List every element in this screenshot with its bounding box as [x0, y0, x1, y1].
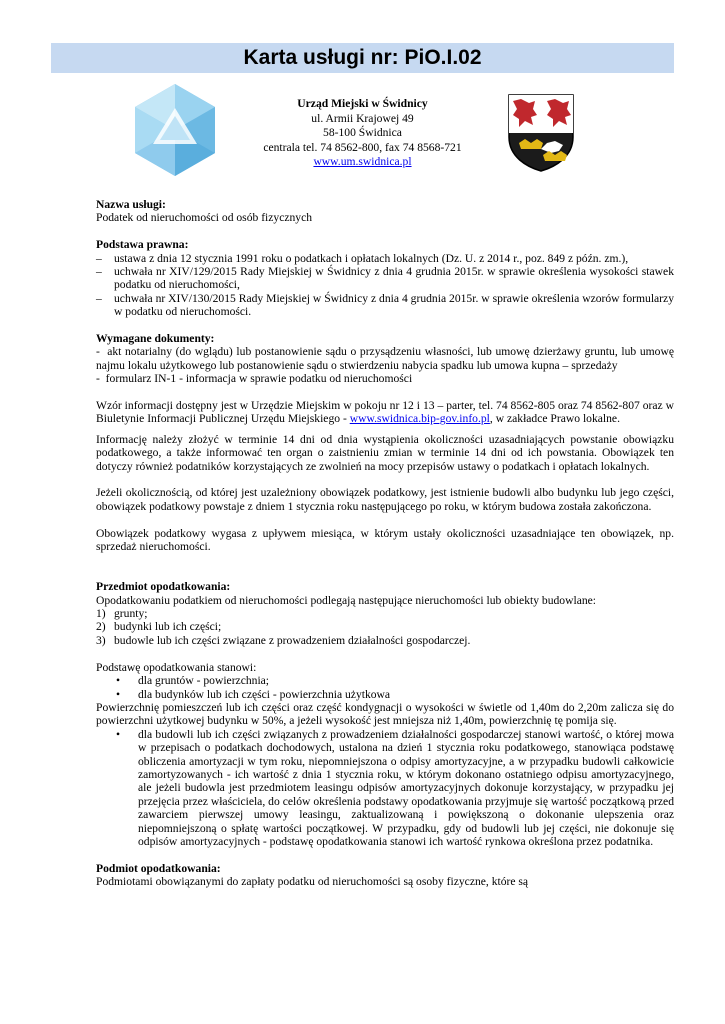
page-title: Karta usługi nr: PiO.I.02: [51, 43, 674, 73]
tax-subject-heading: Przedmiot opodatkowania:: [96, 580, 231, 594]
info-paragraph: Obowiązek podatkowy wygasa z upływem miesiąca, w którym ustały okoliczności uzasadniające ten obowiązek, np. sprzedaż nieruchomości.: [96, 526, 674, 554]
office-address-block: [235, 97, 490, 170]
list-item: • dla budynków lub ich części - powierzchnia użytkowa: [116, 687, 391, 701]
list-item: - akt notarialny (do wglądu) lub postanowienie sądu o przysądzeniu własności, lub umowę dzierżawy gruntu, lub umowę najmu lokalu użytkowego lub postanowienie sądu o stwierdzeniu nabycia spadku lub umowa kupna – sprzedaży: [96, 345, 674, 372]
hexagon-logo-icon: [127, 82, 223, 178]
tax-subject-intro: Opodatkowaniu podatkiem od nieruchomości podlegają następujące nieruchomości lub obiekty budowlane:: [96, 593, 597, 607]
office-website-link[interactable]: www.um.swidnica.pl: [313, 155, 412, 169]
tax-base-note: Powierzchnię pomieszczeń lub ich części oraz część kondygnacji o wysokości w świetle od 1,40m do 2,20m zalicza się do powierzchni użytkowej budynku w 50%, a jeżeli wysokość jest mniejsza niż 1,40m, powierzchnię tę pomija się.: [96, 700, 674, 728]
info-paragraph: Jeżeli okolicznością, od której jest uzależniony obowiązek podatkowy, jest istnienie budowli albo budynku lub jego części, obowiązek podatkowy powstaje z dniem 1 stycznia roku następującego po roku, w którym budowa została zakończona.: [96, 486, 674, 513]
service-name-heading: Nazwa usługi:: [96, 198, 166, 211]
bip-link[interactable]: www.swidnica.bip-gov.info.pl: [349, 412, 490, 426]
required-documents-heading: Wymagane dokumenty:: [96, 332, 215, 346]
info-paragraph: Informację należy złożyć w terminie 14 dni od dnia wystąpienia okoliczności uzasadniających powstanie obowiązku podatkowego, a także informować ten organ o zaistnieniu zmian w terminie 14 dni od ich powstania. Obowiązek ten dotyczy również podatników korzystających ze zwolnień na mocy przepisów ustawy o podatkach i opłatach lokalnych.: [96, 432, 674, 473]
forms-info-paragraph: Wzór informacji dostępny jest w Urzędzie Miejskim w pokoju nr 12 i 13 – parter, tel. 74 8562-805 oraz 74 8562-807 oraz w Biuletynie Informacji Publicznej Urzędu Miejskiego - www.swidnica.bip-gov.info.pl, w zakładce Prawo lokalne.: [96, 399, 674, 426]
service-name-value: Podatek od nieruchomości od osób fizycznych: [96, 211, 313, 225]
list-item: - formularz IN-1 - informacja w sprawie podatku od nieruchomości: [96, 372, 413, 386]
list-item: – ustawa z dnia 12 stycznia 1991 roku o podatkach i opłatach lokalnych (Dz. U. z 2014 r., poz. 849 z późn. zm.),: [96, 251, 629, 265]
taxpayer-text: Podmiotami obowiązanymi do zapłaty podatku od nieruchomości są osoby fizyczne, które są: [96, 875, 529, 889]
list-item: 3) budowle lub ich części związane z prowadzeniem działalności gospodarczej.: [96, 633, 471, 647]
taxpayer-heading: Podmiot opodatkowania:: [96, 861, 221, 875]
list-item: 2) budynki lub ich części;: [96, 620, 222, 634]
list-item: – uchwała nr XIV/130/2015 Rady Miejskiej w Świdnicy z dnia 4 grudnia 2015r. w sprawie określenia wzorów formularzy w podatku od nieruchomości.: [96, 291, 674, 319]
office-street: ul. Armii Krajowej 49: [311, 111, 414, 125]
list-item: – uchwała nr XIV/129/2015 Rady Miejskiej w Świdnicy z dnia 4 grudnia 2015r. w sprawie określenia wysokości stawek podatku od nieruchomości,: [96, 265, 674, 292]
office-city: 58-100 Świdnica: [323, 126, 402, 140]
list-item: 1) grunty;: [96, 607, 148, 621]
office-phone: centrala tel. 74 8562-800, fax 74 8568-721: [263, 140, 462, 154]
office-name: Urząd Miejski w Świdnicy: [297, 97, 428, 110]
legal-basis-heading: Podstawa prawna:: [96, 238, 189, 252]
document-content: [96, 198, 674, 889]
list-item: • dla gruntów - powierzchnia;: [116, 674, 270, 688]
tax-base-intro: Podstawę opodatkowania stanowi:: [96, 660, 257, 674]
city-crest-icon: [507, 93, 575, 173]
list-item: • dla budowli lub ich części związanych z prowadzeniem działalności gospodarczej stanowi wartość, o której mowa w przepisach o podatkach dochodowych, ustalona na dzień 1 stycznia roku podatkowego, stanowiąca podstawę obliczenia amortyzacji w tym roku, niepomniejszona o odpisy amortyzacyjne, a w przypadku budowli całkowicie zamortyzowanych - ich wartość z dnia 1 stycznia roku, w którym dokonano ostatniego odpisu amortyzacyjnego, ale jeżeli budowla jest przedmiotem leasingu odpisów amortyzacyjnych dokonuje korzystający, w przypadku jej przejęcia przez właściciela, do celów określenia podstawy opodatkowania przyjmuje się wartość początkową przed zawarciem pierwszej umowy leasingu, zaktualizowaną i powiększoną o dokonanie ulepszenia oraz niepomniejszoną o spłatę wartości początkowej. W przypadku, gdy od budowli lub jej części, nie dokonuje się odpisów amortyzacyjnych - podstawę opodatkowania stanowi ich wartość rynkowa określona przez podatnika.: [116, 727, 674, 848]
